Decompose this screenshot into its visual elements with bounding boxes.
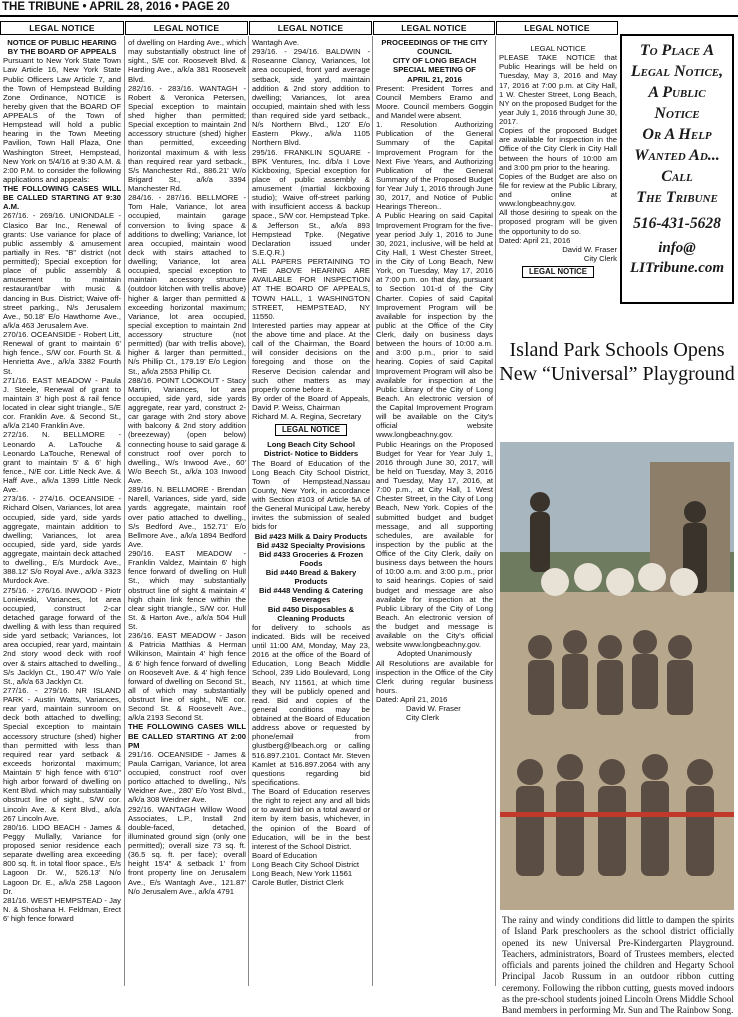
notice-paragraph: Pursuant to New York State Town Law Article 16, New York State Public Officers Law Article 7, and the Town of Hempstead Building Zone Ordinance, NOTICE is hereby given that the BOARD OF APPEALS of the Town of Hempstead will hold a public hearing in the Town Meeting Pavilion, Town Hall Plaza, One Washington Street, Hempstead, New York on 5/4/16 at 9:30 A.M. & 2:00 P.M. to consider the following applications and appeals: xyxy=(3,56,121,184)
notice-paragraph: of dwelling on Harding Ave., which may substantially obstruct line of sight., S/E cor. Roosevelt Blvd. & Harding Ave., a/k/a 381 Roosevelt Blvd. xyxy=(128,38,246,84)
col3 xyxy=(252,38,370,988)
feature-headline: Island Park Schools Opens New “Universal” Playground xyxy=(499,339,735,385)
notice-paragraph: The Board of Education of the Long Beach City School District, Town of Hempstead,Nassau County, New York, in accordance with Section #103 of Article 5A of the General Municipal Law, hereby invites the submission of sealed bids for xyxy=(252,458,370,532)
promo-line: Notice xyxy=(654,105,700,122)
promo-email: info@ xyxy=(658,240,696,256)
notice-paragraph: Public Hearings on the Proposed Budget for Year for Year July 1, 2016 through June 30, 2017, will be held on Tuesday, May 3, 2016 and Tuesday, May 17, 2016, at 7:00 p.m., at City Hall, 1 West Chester Street, in the City of Long Beach, New York. Copies of the submitted budget and budget message, and all supporting schedules, are available for inspection by the public at the Office of the City Clerk, daily on business days between the hours of 10:00 a.m. and 3:00 p.m., prior to said hearings. Copies of said budget and message are also available for inspection at the Public Library of the City of Long Beach. An electronic version of the budget and message is available on the City's official website www.longbeachny.gov. xyxy=(376,439,493,650)
notice-paragraph: Bid #450 Disposables & Cleaning Products xyxy=(267,604,355,623)
column-rule xyxy=(248,36,249,986)
notice-paragraph: 284/16. - 287/16. BELLMORE - Tom Hale, Variance, lot area occupied, maintain garage conversion to living space & additions to dwelling; Variance, lot area occupied, maintain wood deck with stairs attached to dwelling; Variance, lot area occupied, special exception to maintain accessory structure (outdoor kitchen with trellis above) higher & larger than permitted & exceeding horizontal maximum; Variance, lot area occupied, special exception to maintain 2nd accessory structure (not permitted) (bar with trellis above), higher & larger than permitted., N/s Phillip Ct., 179.19' E/o Legion St., a/k/a 2553 Phillip Ct. xyxy=(128,193,246,376)
notice-paragraph: Interested parties may appear at the above time and place. At the call of the Chairman, the Board will consider decisions on the foregoing and those on the Reserve Decision calendar and such other matters as may properly come before it. xyxy=(252,320,370,394)
notice-paragraph: David W. Fraser xyxy=(406,704,461,714)
promo-phone: 516-431-5628 xyxy=(633,215,721,232)
notice-paragraph: Dated: April 21, 2016 xyxy=(499,235,571,245)
promo-line: A Public xyxy=(648,84,706,101)
notice-paragraph: PROCEEDINGS OF THE CITY COUNCIL xyxy=(381,38,488,57)
notice-paragraph: Dated: April 21, 2016 xyxy=(376,695,448,704)
col5-header: LEGAL NOTICE xyxy=(496,21,618,35)
notice-paragraph: Adopted Unanimously xyxy=(397,649,472,659)
notice-paragraph: Present: President Torres and Council Members Eramo and Moore. Council members Goggin and Mandel were absent. xyxy=(376,83,493,120)
column-rule xyxy=(372,36,373,986)
column-rule xyxy=(124,36,125,986)
notice-paragraph: Bid #440 Bread & Bakery Products xyxy=(265,568,357,587)
notice-paragraph: ALL PAPERS PERTAINING TO THE ABOVE HEARING ARE AVAILABLE FOR INSPECTION AT THE BOARD OF APPEALS, TOWN HALL, 1 WASHINGTON STREET, HEMPSTEAD, NY 11550. xyxy=(252,257,370,321)
notice-paragraph: 293/16. - 294/16. BALDWIN - Roseanne Clancy, Variances, lot area occupied, front yard average setback, side yard, maintain addition & 2nd story addition to dwelling; Variances, lot area occupied, maintain shed with less than required side yard setback., N/s Northern Blvd., 120' E/o Eastern Pkwy., a/k/a 1105 Northern Blvd. xyxy=(252,47,370,148)
masthead: THE TRIBUNE • APRIL 28, 2016 • PAGE 20 xyxy=(0,0,738,17)
col3-header: LEGAL NOTICE xyxy=(249,21,372,35)
ad-promo-box xyxy=(620,34,734,304)
col1-header: LEGAL NOTICE xyxy=(0,21,124,35)
notice-paragraph: The Board of Education reserves the right to reject any and all bids or to award bid on a total award or item by item basis, whichever, in the opinion of the Board of Education, will be in the best interest of the School District. xyxy=(252,787,370,851)
promo-line: The Tribune xyxy=(636,189,718,206)
notice-paragraph: NOTICE OF PUBLIC HEARING BY THE BOARD OF APPEALS xyxy=(7,38,117,57)
board-of-appeals-notice xyxy=(3,38,121,988)
notice-paragraph: 236/16. EAST MEADOW - Jason & Patricia Matthias & Herman Wilkinson, Maintain 4' high fence & 6' high fence forward of dwelling on Roosevelt Ave. & 4' high fence forward of dwelling on Second St., all of which may substantially obstruct line of sight., N/E cor. Second St. & Roosevelt Ave., a/k/a 2193 Second St. xyxy=(128,631,246,723)
notice-paragraph: THE FOLLOWING CASES WILL BE CALLED STARTING AT 2:00 PM xyxy=(128,722,246,750)
notice-paragraph: All those desiring to speak on the proposed program will be given the opportunity to do so. xyxy=(499,208,617,236)
notice-paragraph: City Clerk xyxy=(583,253,617,263)
notice-paragraph: 288/16. POINT LOOKOUT - Stacy Martin, Variances, lot area occupied, side yard, side yards aggregate, rear yard, construct 2-car garage with 2nd story above with balcony & 2nd story addition (breezeway) (open below) connecting house to said garage & construct roof over porch to dwelling., W/s Inwood Ave., 60' W/o Beech St., a/k/a 103 Inwood Ave. xyxy=(128,375,246,485)
notice-paragraph: 272/16. N. BELLMORE - Leonardo A. LaTouche & Leonardo LaTouche, Renewal of grant to maintain 5' & 6' high fence., N/E cor. Little Neck Ave. & Haff Ave., a/k/a 1399 Little Neck Ave. xyxy=(3,430,121,495)
col4-header: LEGAL NOTICE xyxy=(373,21,495,35)
promo-line: Legal Notice, xyxy=(630,63,724,80)
notice-paragraph: 273/16. - 274/16. OCEANSIDE - Richard Olsen, Variances, lot area occupied, side yard, side yards aggregate, maintain addition to dwelling; Variances, lot area occupied, side yard, side yards aggregate, maintain deck attached to dwelling., E/s Murdock Ave., 388.12' S/o Royal Ave., a/k/a 3323 Murdock Ave. xyxy=(3,494,121,586)
notice-paragraph: Long Beach City School District xyxy=(252,860,360,869)
notice-paragraph: PLEASE TAKE NOTICE that Public Hearings will be held on Tuesday, May 3, 2016 and May 17, 2016 at 7:00 p.m. at City Hall, 1 W. Chester Street, Long Beach, NY on the proposed Budget for the year July 1, 2016 through June 30, 2017. xyxy=(499,53,617,126)
notice-paragraph: By order of the Board of Appeals, David P. Weiss, Chairman xyxy=(252,393,370,412)
notice-paragraph: 281/16. WEST HEMPSTEAD - Jay N. & Shoshana H. Feldman, Erect 6' high fence forward xyxy=(3,895,121,923)
notice-paragraph: 270/16. OCEANSIDE - Robert Litt, Renewal of grant to maintain 6' high fence., S/W cor. Fourth St. & Henrietta Ave., a/k/a 3382 Fourth St. xyxy=(3,330,121,376)
notice-paragraph: 280/16. LIDO BEACH - James & Peggy Mullally, Variance for proposed senior residence each separate dwelling area exceeding 800 sq. ft. in total floor space., E/s Lagoon Dr. W., 526.13' N/o Lagoon Dr. E., a/k/a 258 Lagoon Dr. xyxy=(3,822,121,896)
legal-notice-label: LEGAL NOTICE xyxy=(522,266,594,278)
promo-line: Wanted Ad... xyxy=(634,147,720,164)
notice-paragraph: Carole Butler, District Clerk xyxy=(252,878,344,888)
notice-paragraph: 277/16. - 279/16. NR ISLAND PARK - Austin Watts, Variances, rear yard, maintain sunroom on deck both attached to dwelling; Special exception to maintain accessory structure (shed) higher than permitted with less than required rear yard setback & exceeds horizontal maximum; Maintain 5' high fence with 6'10" high arbor forward of dwelling on Kent Blvd. which may substantially obstruct line of sight., S/W cor. Lincoln Ave. & Kent Blvd., a/k/a 267 Lincoln Ave. xyxy=(3,685,121,823)
feature-article xyxy=(496,310,738,1016)
notice-paragraph: All Resolutions are available for inspection in the Office of the City Clerk during regular business hours. xyxy=(376,658,493,695)
promo-website: LITribune.com xyxy=(629,260,725,276)
notice-paragraph: 289/16. N. BELLMORE - Brendan Narell, Variances, side yard, side yards aggregate, maintain roof over patio attached to dwelling., S/s Bedford Ave., 152.71' E/o Bellmore Ave., a/k/a 1894 Bedford Ave. xyxy=(128,485,246,549)
notice-paragraph: Bid #433 Groceries & Frozen Foods xyxy=(258,549,364,568)
promo-line: To Place A xyxy=(639,42,715,59)
notice-paragraph: David W. Fraser xyxy=(562,244,617,254)
promo-line: Or A Help xyxy=(642,126,712,143)
notice-paragraph: 295/16. FRANKLIN SQUARE - BPK Ventures, Inc. d/b/a I Love Kickboxing, Special exception for place of public assembly & amusement (martial kickboxing studio); Waive off-street parking with insufficient access & backup space., S/W cor. Hempstead Tpke. & Jefferson St., a/k/a 893 Hempstead Tpke. (Negative Declaration issued under S.E.Q.R.) xyxy=(252,147,370,257)
notice-paragraph: 292/16. WANTAGH Willow Wood Associates, L.P., Install 2nd double-faced, detached, illuminated ground sign (only one permitted); overall size 73 sq. ft. (36.5 sq. ft. per face); overall height 15'4" & setback 1' from front property line on Jerusalem Ave., E/s Wantagh Ave., 121.87' N/o Jerusalem Ave., a/k/a 4791 xyxy=(128,804,246,896)
notice-paragraph: Long Beach, New York 11561 xyxy=(252,869,353,879)
notice-paragraph: Bid #448 Vending & Catering Beverages xyxy=(258,586,364,605)
notice-paragraph: Richard M. A. Regina, Secretary xyxy=(252,412,362,422)
photo-illustration xyxy=(500,442,734,910)
notice-paragraph: Bid #432 Specialty Provisions xyxy=(256,540,366,550)
notice-paragraph: 275/16. - 276/16. INWOOD - Piotr Loniewski, Variances, lot area occupied, construct 2-car detached garage forward of the dwelling & with less than required side yard setback; Variances, lot area occupied, rear yard, maintain 2nd story wood deck with roof over & stairs attached to dwelling., S/s Jacklyn Ct., 190.47' W/o Yale St., a/k/a 63 Jacklyn Ct. xyxy=(3,585,121,686)
notice-paragraph: APRIL 21, 2016 xyxy=(407,74,462,84)
notice-paragraph: 291/16. OCEANSIDE - James & Paula Carrigan, Variance, lot area occupied, construct roof over portico attached to dwelling., N/s Weidner Ave., 280' E/o Yost Blvd., a/k/a 308 Weidner Ave. xyxy=(128,749,246,805)
notice-paragraph: City Clerk xyxy=(406,713,440,723)
col2-header: LEGAL NOTICE xyxy=(125,21,248,35)
notice-paragraph: Board of Education xyxy=(252,850,317,860)
board-of-appeals-notice-cont xyxy=(128,38,246,988)
notice-paragraph: 1. Resolution Authorizing Publication of the General Summary of the Capital Improvement Program for the Next Five Years, and Authorizing Publication of the General Summary of the Proposed Budget for Year July 1, 2016 through June 30, 2017, and Notice of Public Hearings Thereon.. xyxy=(376,120,493,212)
notice-paragraph: A Public Hearing on said Capital Improvement Program for the five-year period July 1, 2016 to June 30, 2021, inclusive, will be held at City Hall, 1 West Chester Street, in the City of Long Beach, New York, on Tuesday, May 17, 2016 at 7:00 p.m. on that day, pursuant to Section 101-d of the City Charter. Copies of said Capital Improvement Program will be available for inspection by the public at the Office of the City Clerk, daily on business days between the hours of 10:00 a.m. and 3:00 p.m., prior to said hearing. Copies of said Capital Improvement Program will also be available for inspection at the Public Library of the City of Long Beach. An electronic version of the Capital Improvement Program will be available on the City's official website www.longbeachny.gov. xyxy=(376,211,493,440)
notice-paragraph: for delivery to schools as indicated. Bids will be received until 11:00 AM, Monday, May 23, 2016 at the office of the Board of Education, Long Beach Middle School, 239 Lido Boulevard, Long Beach, NY 11561, at which time they will be publicly opened and read. Bid and copies of the general conditions may be obtained at the Board of Education address above or requested by phone/email from glustberg@lbeach.org or calling 516.897.2101. Contact Mr. Steven Kamlet at 516.897.2064 with any questions regarding bid specifications. xyxy=(252,622,370,787)
city-council-proceedings xyxy=(376,38,493,988)
notice-to-bidders xyxy=(252,440,370,887)
promo-line: Call xyxy=(661,168,693,185)
budget-hearing-notice xyxy=(499,44,617,306)
notice-paragraph: 290/16. EAST MEADOW - Franklin Valdez, Maintain 6' high fence forward of dwelling on Hull St., which may substantially obstruct line of sight & maintain 4' high chain link fence within the clear sight triangle., S/W cor. Hull St. & Harton Ave., a/k/a 504 Hull St. xyxy=(128,549,246,631)
notice-paragraph: 271/16. EAST MEADOW - Paula J. Steele, Renewal of grant to maintain 3' high post & rail fence located in clear sight triangle., S/E cor. Franklin Ave. & Second St., a/k/a 2140 Franklin Ave. xyxy=(3,375,121,431)
notice-paragraph: 267/16. - 269/16. UNIONDALE - Clasico Bar Inc., Renewal of grants: Use variance for place of public assembly & amusement partially in Res. "B" district (not permitted); Special exception for place of public assembly & amusement to maintain restaurant/bar with music & dancing in Bus. District; Waive off-street parking., N/s Jerusalem Ave., 50.18' E/o Hawthorne Ave., a/k/a 463 Jerusalem Ave. xyxy=(3,211,121,330)
notice-paragraph: LEGAL NOTICE xyxy=(530,44,586,53)
notice-paragraph: Bid #423 Milk & Dairy Products xyxy=(254,531,368,541)
notice-paragraph: 282/16. - 283/16. WANTAGH - Robert & Veronica Petersen, Special exception to maintain shed higher than permitted; Special exception to maintain 2nd accessory structure (shed) higher than permitted, exceeding horizontal maximum & with less than required rear yard setback., S/s Manchester Rd., 886.21' W/o Brigard St., a/k/a 3394 Manchester Rd. xyxy=(128,83,246,193)
legal-notice-label: LEGAL NOTICE xyxy=(275,424,347,436)
notice-paragraph: THE FOLLOWING CASES WILL BE CALLED STARTING AT 9:30 A.M. xyxy=(3,184,121,212)
notice-paragraph: Copies of the proposed Budget are available for inspection in the Office of the City Clerk in City Hall between the hours of 10:00 am and 3:00 pm prior to the hearing. xyxy=(499,126,617,172)
ribbon xyxy=(500,812,734,817)
photo-caption: The rainy and windy conditions did little to dampen the spirits of Island Park preschoolers as the school district officially opened its new Universal Pre-Kindergarten Playground. Teachers, administrators, Board of Trustees members, elected officials and parents joined the children and Hegarty School Principal Jacob Russum in an outdoor ribbon cutting ceremony. Following the ribbon cutting, guests moved indoors as the pre-school students joined Lincoln Orens Middle School Band members in performing Mr. Sun and The Rainbow Song. xyxy=(502,915,734,1016)
playground-ribbon-cutting-photo xyxy=(500,442,734,910)
notice-paragraph: Wantagh Ave. xyxy=(252,38,300,47)
notice-paragraph: Long Beach City School District- Notice to Bidders xyxy=(263,440,359,459)
notice-paragraph: Copies of the Budget are also on file for review at the Public Library, and online at www.longbeachny.gov. xyxy=(499,171,617,209)
notice-paragraph: SPECIAL MEETING OF xyxy=(393,65,476,75)
notice-paragraph: CITY OF LONG BEACH xyxy=(392,56,477,66)
